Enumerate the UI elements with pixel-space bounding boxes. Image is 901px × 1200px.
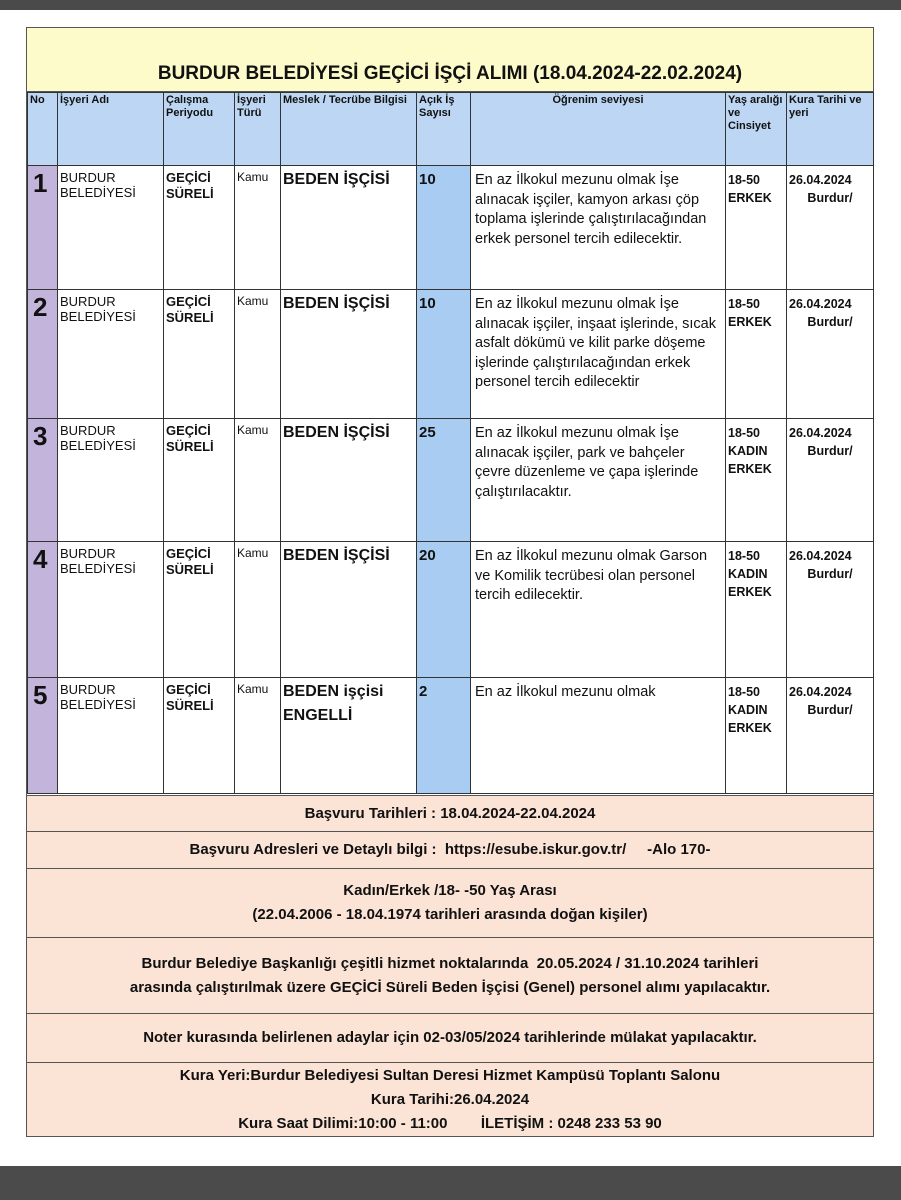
work-period: GEÇİCİ SÜRELİ — [164, 290, 235, 419]
age-range: 18-50 — [728, 297, 760, 311]
gender: KADIN ERKEK — [728, 444, 772, 476]
work-period: GEÇİCİ SÜRELİ — [164, 542, 235, 678]
work-period: GEÇİCİ SÜRELİ — [164, 678, 235, 794]
employer-name: BURDUR BELEDİYESİ — [58, 419, 164, 542]
lottery-time-text: Kura Saat Dilimi:10:00 - 11:00 — [238, 1114, 448, 1132]
application-dates — [27, 795, 873, 831]
page-title: BURDUR BELEDİYESİ GEÇİCİ İŞÇİ ALIMI (18.04.2024-22.02.2024) — [27, 28, 873, 92]
opening-count: 10 — [417, 166, 471, 290]
row-number: 3 — [28, 419, 58, 542]
application-address-text: Başvuru Adresleri ve Detaylı bilgi : https://esube.iskur.gov.tr/ -Alo 170- — [189, 841, 711, 858]
lottery-date-text: Kura Tarihi:26.04.2024 — [370, 1090, 530, 1108]
lottery-info — [787, 542, 874, 678]
age-range: 18-50 — [728, 685, 760, 699]
age-range-section — [27, 868, 873, 937]
contact-text: İLETİŞİM : 0248 233 53 90 — [480, 1114, 662, 1132]
header-job: Meslek / Tecrübe Bilgisi — [281, 93, 417, 166]
table-row — [28, 542, 874, 678]
lottery-date: 26.04.2024 — [789, 549, 852, 563]
header-age-gender: Yaş aralığı ve Cinsiyet — [726, 93, 787, 166]
job-table — [27, 92, 874, 794]
lottery-place: Burdur/ — [807, 567, 853, 581]
job-title: BEDEN İŞÇİSİ — [281, 419, 417, 542]
opening-count: 10 — [417, 290, 471, 419]
work-period: GEÇİCİ SÜRELİ — [164, 419, 235, 542]
header-period: Çalışma Periyodu — [164, 93, 235, 166]
workplace-type: Kamu — [235, 678, 281, 794]
opening-count: 20 — [417, 542, 471, 678]
lottery-date: 26.04.2024 — [789, 685, 852, 699]
gender: ERKEK — [728, 191, 772, 205]
lottery-info — [787, 290, 874, 419]
top-dark-border — [0, 0, 901, 10]
age-gender — [726, 542, 787, 678]
lottery-place: Burdur/ — [807, 444, 853, 458]
lottery-place: Burdur/ — [807, 315, 853, 329]
lottery-details — [27, 1062, 873, 1136]
table-row — [28, 419, 874, 542]
hiring-notice-line-2: arasında çalıştırılmak üzere GEÇİCİ Süreli Beden İşçisi (Genel) personel alımı yapılacaktır. — [129, 978, 771, 996]
lottery-place: Burdur/ — [807, 703, 853, 717]
age-gender — [726, 678, 787, 794]
table-row — [28, 678, 874, 794]
bottom-dark-border — [0, 1166, 901, 1200]
lottery-date: 26.04.2024 — [789, 297, 852, 311]
age-range: 18-50 — [728, 426, 760, 440]
table-row — [28, 290, 874, 419]
workplace-type: Kamu — [235, 166, 281, 290]
employer-name: BURDUR BELEDİYESİ — [58, 290, 164, 419]
employer-name: BURDUR BELEDİYESİ — [58, 678, 164, 794]
education-requirement: En az İlkokul mezunu olmak İşe alınacak işçiler, park ve bahçeler çevre düzenleme ve çapa işlerinde çalıştırılacaktır. — [471, 419, 726, 542]
interview-notice-text: Noter kurasında belirlenen adaylar için 02-03/05/2024 tarihlerinde mülakat yapılacaktır. — [143, 1029, 757, 1046]
education-requirement: En az İlkokul mezunu olmak — [471, 678, 726, 794]
lottery-date: 26.04.2024 — [789, 173, 852, 187]
header-no: No — [28, 93, 58, 166]
work-period: GEÇİCİ SÜRELİ — [164, 166, 235, 290]
application-dates-text: Başvuru Tarihleri : 18.04.2024-22.04.2024 — [304, 804, 596, 822]
table-row — [28, 166, 874, 290]
age-range: 18-50 — [728, 549, 760, 563]
lottery-info — [787, 419, 874, 542]
lottery-info — [787, 166, 874, 290]
workplace-type: Kamu — [235, 419, 281, 542]
announcement-sheet — [26, 27, 874, 1137]
job-title: BEDEN İŞÇİSİ — [281, 542, 417, 678]
opening-count: 2 — [417, 678, 471, 794]
gender: ERKEK — [728, 315, 772, 329]
application-address — [27, 831, 873, 868]
education-requirement: En az İlkokul mezunu olmak Garson ve Komilik tecrübesi olan personel tercih edilecektir. — [471, 542, 726, 678]
interview-notice — [27, 1013, 873, 1062]
header-employer: İşyeri Adı — [58, 93, 164, 166]
lottery-date: 26.04.2024 — [789, 426, 852, 440]
lottery-place-text: Kura Yeri:Burdur Belediyesi Sultan Deresi Hizmet Kampüsü Toplantı Salonu — [179, 1066, 721, 1084]
row-number: 1 — [28, 166, 58, 290]
education-requirement: En az İlkokul mezunu olmak İşe alınacak işçiler, inşaat işlerinde, sıcak asfalt dökümü ve kilit parke döşeme işlerinde çalıştırılacağından erkek personel tercih edilecektir — [471, 290, 726, 419]
header-lottery: Kura Tarihi ve yeri — [787, 93, 874, 166]
age-range: 18-50 — [728, 173, 760, 187]
age-gender — [726, 419, 787, 542]
row-number: 2 — [28, 290, 58, 419]
opening-count: 25 — [417, 419, 471, 542]
workplace-type: Kamu — [235, 542, 281, 678]
age-gender — [726, 290, 787, 419]
education-requirement: En az İlkokul mezunu olmak İşe alınacak işçiler, kamyon arkası çöp toplama işlerinde çalıştırılacağından erkek personel tercih edilecektir. — [471, 166, 726, 290]
age-gender — [726, 166, 787, 290]
gender: KADIN ERKEK — [728, 703, 772, 735]
gender: KADIN ERKEK — [728, 567, 772, 599]
age-range-text: Kadın/Erkek /18- -50 Yaş Arası — [343, 882, 557, 899]
employer-name: BURDUR BELEDİYESİ — [58, 542, 164, 678]
job-title: BEDEN İŞÇİSİ — [281, 166, 417, 290]
job-title: BEDEN işçisi ENGELLİ — [281, 678, 417, 794]
header-education: Öğrenim seviyesi — [471, 93, 726, 166]
table-header-row — [28, 93, 874, 166]
row-number: 5 — [28, 678, 58, 794]
birth-range-text: (22.04.2006 - 18.04.1974 tarihleri arasında doğan kişiler) — [252, 906, 648, 923]
lottery-place: Burdur/ — [807, 191, 853, 205]
lottery-info — [787, 678, 874, 794]
job-title: BEDEN İŞÇİSİ — [281, 290, 417, 419]
row-number: 4 — [28, 542, 58, 678]
workplace-type: Kamu — [235, 290, 281, 419]
header-openings: Açık İş Sayısı — [417, 93, 471, 166]
employer-name: BURDUR BELEDİYESİ — [58, 166, 164, 290]
hiring-notice — [27, 937, 873, 1013]
header-workplace-type: İşyeri Türü — [235, 93, 281, 166]
lottery-time-contact — [238, 1112, 662, 1136]
hiring-notice-line-1: Burdur Belediye Başkanlığı çeşitli hizmet noktalarında 20.05.2024 / 31.10.2024 tarihleri — [141, 954, 759, 972]
